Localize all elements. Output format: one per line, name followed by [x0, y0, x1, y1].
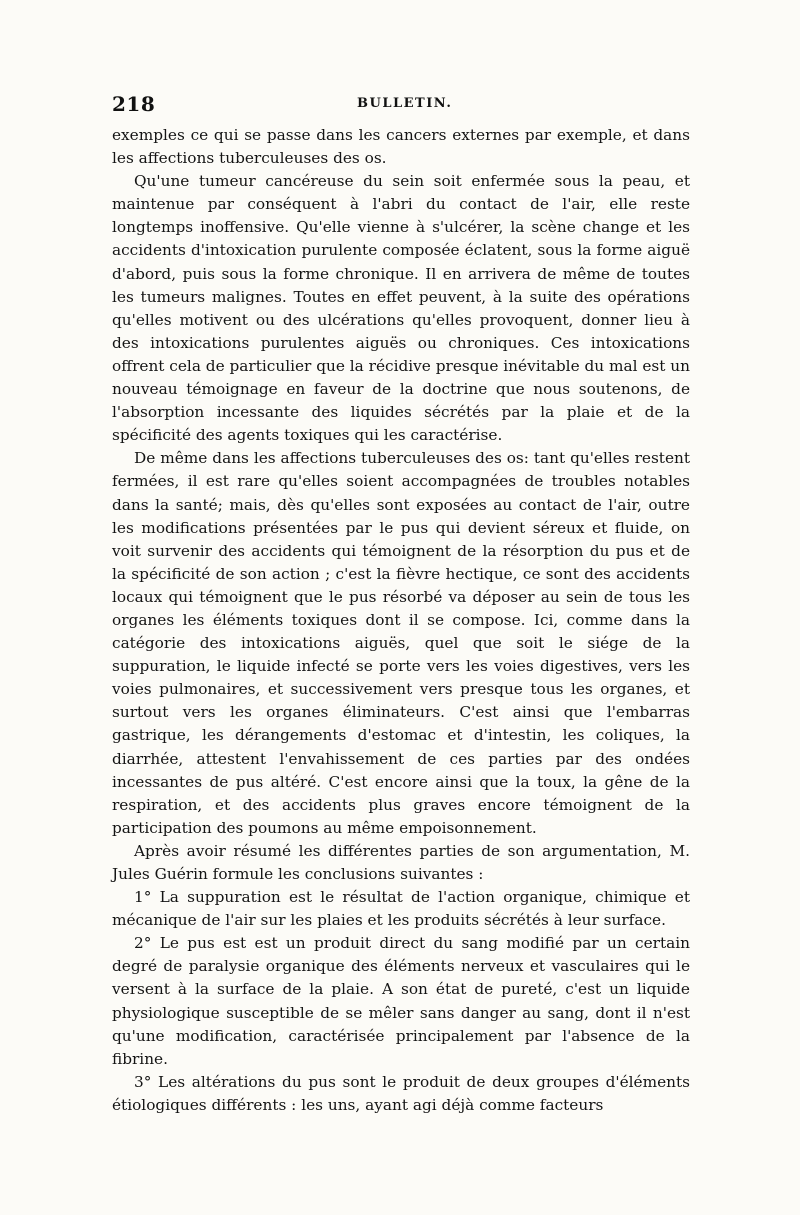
- page-header: [112, 92, 686, 118]
- conclusion-1: 1° La suppuration est le résultat de l'action organique, chimique et mécanique de l'air sur les plaies et les produits sécrétés à leur surface.: [112, 888, 690, 930]
- paragraph-cancer-tumors: Qu'une tumeur cancéreuse du sein soit enfermée sous la peau, et maintenue par conséquent à l'abri du contact de l'air, elle reste longtemps inoffensive. Qu'elle vienne à s'ulcérer, la scène change et les accidents d'intoxication purulente composée éclatent, sous la forme aiguë d'abord, puis sous la forme chronique. Il en arrivera de même de toutes les tumeurs malignes. Toutes en effet peuvent, à la suite des opérations qu'elles motivent ou des ulcérations qu'elles provoquent, donner lieu à des intoxications purulentes aiguës ou chroniques. Ces intoxications offrent cela de particulier que la récidive presque inévitable du mal est un nouveau témoignage en faveur de la doctrine que nous soutenons, de l'absorption incessante des liquides sécrétés par la plaie et de la spécificité des agents toxiques qui les caractérise.: [112, 172, 690, 445]
- paragraph-conclusions-intro: Après avoir résumé les différentes parties de son argumentation, M. Jules Guérin formule les conclusions suivantes :: [112, 841, 690, 883]
- conclusion-2: 2° Le pus est est un produit direct du sang modifié par un certain degré de paralysie organique des éléments nerveux et vasculaires qui le versent à la surface de la plaie. A son état de pureté, c'est un liquide physiologique susceptible de se mêler sans danger au sang, dont il n'est qu'une modification, caractérisée principalement par l'absence de la fibrine.: [112, 934, 690, 1068]
- paragraph-tuberculous-affections: De même dans les affections tuberculeuses des os: tant qu'elles restent fermées, il est rare qu'elles soient accompagnées de troubles notables dans la santé; mais, dès qu'elles sont exposées au contact de l'air, outre les modifications présentées par le pus qui devient séreux et fluide, on voit survenir des accidents qui témoignent de la résorption du pus et de la spécificité de son action ; c'est la fièvre hectique, ce sont des accidents locaux qui témoignent que le pus résorbé va déposer au sein de tous les organes les éléments toxiques dont il se compose. Ici, comme dans la catégorie des intoxications aiguës, quel que soit le siége de la suppuration, le liquide infecté se porte vers les voies digestives, vers les voies pulmonaires, et successivement vers presque tous les organes, et surtout vers les organes éliminateurs. C'est ainsi que l'embarras gastrique, les dérangements d'estomac et d'intestin, les coliques, la diarrhée, attestent l'envahissement de ces parties par des ondées incessantes de pus altéré. C'est encore ainsi que la toux, la gêne de la respiration, et des accidents plus graves encore témoignent de la participation des poumons au même empoisonnement.: [112, 449, 690, 837]
- running-head: BULLETIN.: [357, 96, 453, 111]
- paragraph-continuation: exemples ce qui se passe dans les cancers externes par exemple, et dans les affections tuberculeuses des os.: [112, 126, 690, 168]
- body-text: [112, 124, 690, 1117]
- page-number: 218: [112, 92, 156, 116]
- conclusion-3: 3° Les altérations du pus sont le produit de deux groupes d'éléments étiologiques différents : les uns, ayant agi déjà comme facteurs: [112, 1072, 690, 1114]
